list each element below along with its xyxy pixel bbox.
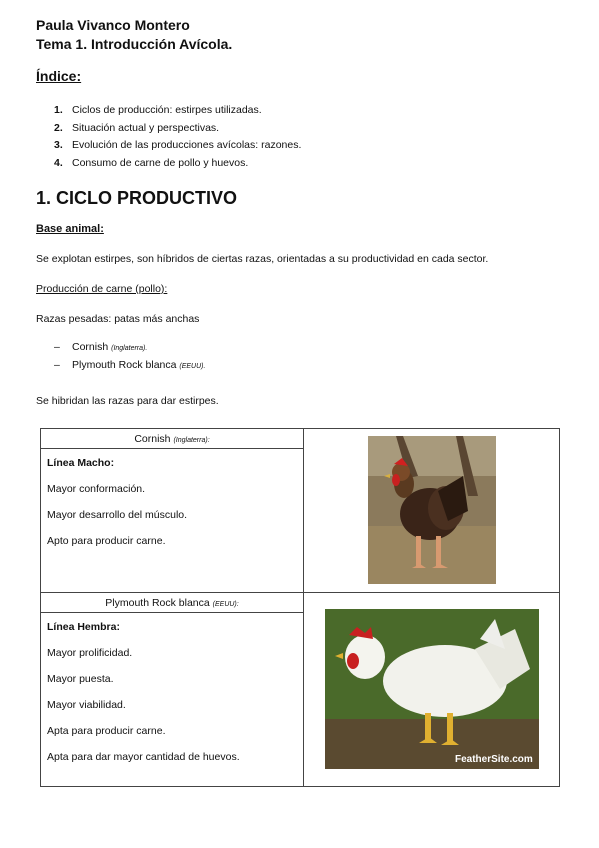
author-name: Paula Vivanco Montero [36,17,190,33]
index-item: 2. Situación actual y perspectivas. [54,121,220,134]
plymouth-cell [41,593,304,787]
index-heading: Índice: [36,68,82,84]
index-list [36,102,566,172]
base-animal-text: Se explotan estirpes, son híbridos de ciertas razas, orientadas a su productividad en cada sector. [36,253,489,265]
heavy-breeds-text: Razas pesadas: patas más anchas [36,313,200,325]
trait-line: Mayor puesta. [47,673,114,685]
meat-production-heading: Producción de carne (pollo): [36,283,168,295]
table-row [41,429,560,593]
trait-line: Apto para producir carne. [47,535,166,547]
trait-line: Mayor desarrollo del músculo. [47,509,188,521]
trait-line: Mayor conformación. [47,483,146,495]
breed-item: – Cornish (Inglaterra). [54,341,148,353]
base-animal-heading: Base animal: [36,223,104,235]
breeds-list [36,339,566,375]
document-title: Tema 1. Introducción Avícola. [36,36,233,52]
hybridization-text: Se hibridan las razas para dar estirpes. [36,395,219,407]
index-item: 1. Ciclos de producción: estirpes utilizadas. [54,104,262,116]
index-item: 3. Evolución de las producciones avícolas: razones. [54,139,302,151]
trait-line: Mayor viabilidad. [47,699,126,711]
trait-line: Apta para producir carne. [47,725,166,737]
cornish-cell [41,429,304,593]
document-page [36,14,566,425]
male-line-label: Línea Macho: [47,457,115,469]
cornish-image-cell [304,429,560,593]
breeds-table [40,428,560,787]
section-heading: 1. CICLO PRODUCTIVO [36,188,238,208]
cornish-header: Cornish (Inglaterra): [41,429,303,449]
trait-line: Mayor prolificidad. [47,647,133,659]
index-item: 4. Consumo de carne de pollo y huevos. [54,156,249,169]
trait-line: Apta para dar mayor cantidad de huevos. [47,751,240,763]
plymouth-image-cell [304,593,560,787]
plymouth-hen-image [325,609,539,769]
plymouth-header: Plymouth Rock blanca (EEUU): [41,593,303,613]
breed-item: – Plymouth Rock blanca (EEUU). [54,359,206,371]
female-line-label: Línea Hembra: [47,621,120,633]
table-row [41,593,560,787]
watermark-text: FeatherSite.com [454,754,533,765]
cornish-rooster-image [368,436,496,584]
